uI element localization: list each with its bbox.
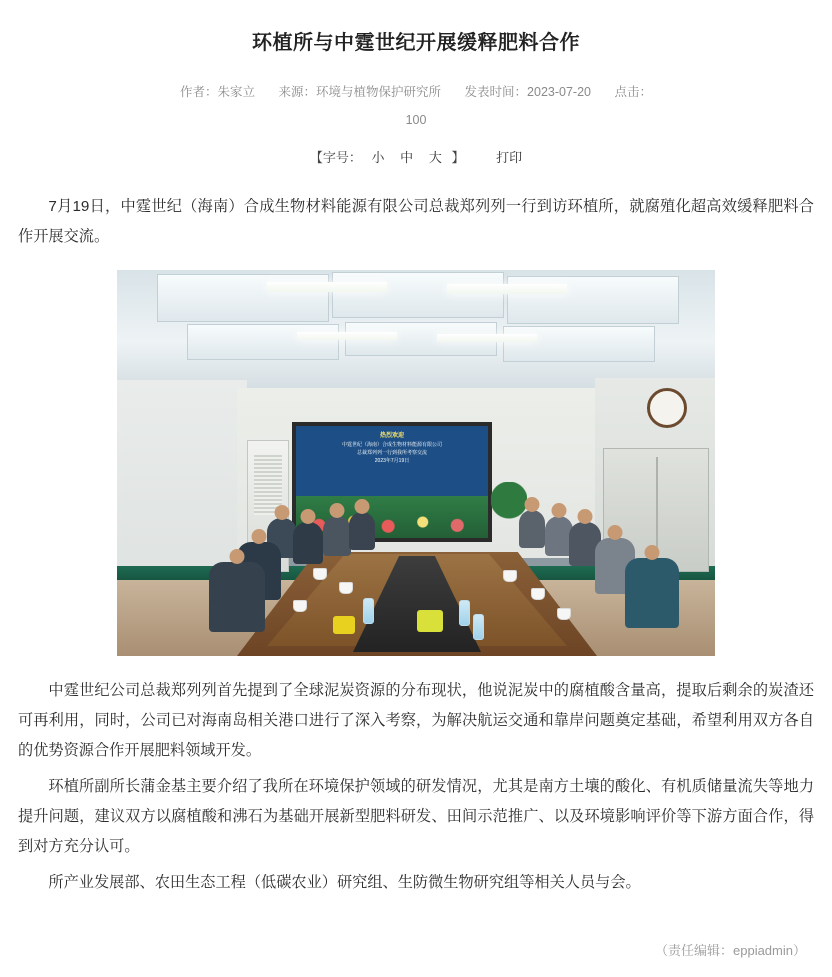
paragraph-1: 7月19日，中霆世纪（海南）合成生物材料能源有限公司总裁郑列列一行到访环植所，就腐殖化超高效缓释肥料合作开展交流。 xyxy=(18,198,814,245)
attendee-head xyxy=(608,525,623,540)
screen-line-3: 2023年7月19日 xyxy=(374,458,410,464)
fontsize-control xyxy=(310,147,465,166)
meta-date-value: 2023-07-20 xyxy=(527,85,591,99)
ceiling-light xyxy=(447,284,567,294)
paper-cup xyxy=(293,600,307,612)
paper-cup xyxy=(557,608,571,620)
print-button[interactable]: 打印 xyxy=(496,150,523,165)
attendee-head xyxy=(355,499,370,514)
water-bottle xyxy=(363,598,374,624)
paper-cup xyxy=(313,568,327,580)
paper-cup xyxy=(531,588,545,600)
meta-date-label: 发表时间： xyxy=(464,85,528,99)
water-bottle xyxy=(459,600,470,626)
meta-hits-value: 100 xyxy=(405,113,427,127)
presentation-screen xyxy=(292,422,492,542)
meta-author-label: 作者： xyxy=(180,85,218,99)
meta-source xyxy=(279,79,442,105)
attendee-head xyxy=(525,497,540,512)
attendee xyxy=(209,562,265,632)
attendee-head xyxy=(645,545,660,560)
article-tools xyxy=(10,147,822,166)
paragraph-3: 环植所副所长蒲金基主要介绍了我所在环境保护领域的研发情况，尤其是南方土壤的酸化、有机质储量流失等地力提升问题，建议双方以腐植酸和沸石为基础开展新型肥料研发、田间示范推广、以及环境影响评价等下游方面合作，得到对方充分认可。 xyxy=(18,778,814,855)
ceiling-light xyxy=(437,334,537,342)
screen-line-1: 中霆世纪（海南）合成生物材料能源有限公司 xyxy=(341,442,442,448)
attendee xyxy=(293,522,323,564)
attendee-head xyxy=(552,503,567,518)
paragraph-4: 所产业发展部、农田生态工程（低碳农业）研究组、生防微生物研究组等相关人员与会。 xyxy=(48,874,641,891)
meeting-photo xyxy=(117,270,715,656)
attendee-head xyxy=(330,503,345,518)
screen-line-2: 总裁郑列列一行到我所考察交流 xyxy=(356,450,427,456)
yellow-bag xyxy=(333,616,355,634)
attendee-head xyxy=(252,529,267,544)
fontsize-small-button[interactable]: 小 xyxy=(371,150,385,165)
water-bottle xyxy=(473,614,484,640)
editor-credit: （责任编辑：eppiadmin） xyxy=(655,943,806,958)
meta-source-label: 来源： xyxy=(278,85,317,99)
attendee xyxy=(323,516,351,556)
fontsize-label: 【字号： xyxy=(309,150,362,165)
ceiling-panel xyxy=(503,326,655,362)
article-page xyxy=(0,26,832,959)
attendee xyxy=(625,558,679,628)
meta-author xyxy=(180,79,255,105)
meta-date xyxy=(465,79,591,105)
screen-welcome-text: 热烈欢迎 xyxy=(379,433,404,439)
meta-hits-label: 点击： xyxy=(614,85,652,99)
attendee xyxy=(519,510,545,548)
attendee-head xyxy=(275,505,290,520)
attendee-head xyxy=(301,509,316,524)
fontsize-large-button[interactable]: 大 xyxy=(428,150,442,165)
attendee-head xyxy=(230,549,245,564)
attendee xyxy=(349,512,375,550)
ceiling-light xyxy=(267,282,387,292)
meta-author-value: 朱家立 xyxy=(217,85,256,99)
photo-wall-left xyxy=(117,380,247,570)
page-title: 环植所与中霆世纪开展缓释肥料合作 xyxy=(252,32,580,54)
wall-clock-icon xyxy=(647,388,687,428)
article-body xyxy=(18,192,814,898)
paper-cup xyxy=(503,570,517,582)
fontsize-medium-button[interactable]: 中 xyxy=(400,150,414,165)
ceiling-light xyxy=(297,332,397,340)
yellow-bag xyxy=(417,610,443,632)
fontsize-label-close: 】 xyxy=(451,150,465,165)
paper-cup xyxy=(339,582,353,594)
ceiling-panel xyxy=(187,324,339,360)
attendee-head xyxy=(578,509,593,524)
ceiling-panel xyxy=(332,272,504,318)
paragraph-2: 中霆世纪公司总裁郑列列首先提到了全球泥炭资源的分布现状，他说泥炭中的腐植酸含量高，提取后剩余的炭渣还可再利用，同时，公司已对海南岛相关港口进行了深入考察，为解决航运交通和靠岸问题奠定基础，希望利用双方各自的优势资源合作开展肥料领域开发。 xyxy=(18,682,814,759)
article-meta xyxy=(10,79,822,133)
meta-hits xyxy=(614,79,652,105)
meta-source-value: 环境与植物保护研究所 xyxy=(316,85,442,99)
article-figure xyxy=(18,270,814,656)
